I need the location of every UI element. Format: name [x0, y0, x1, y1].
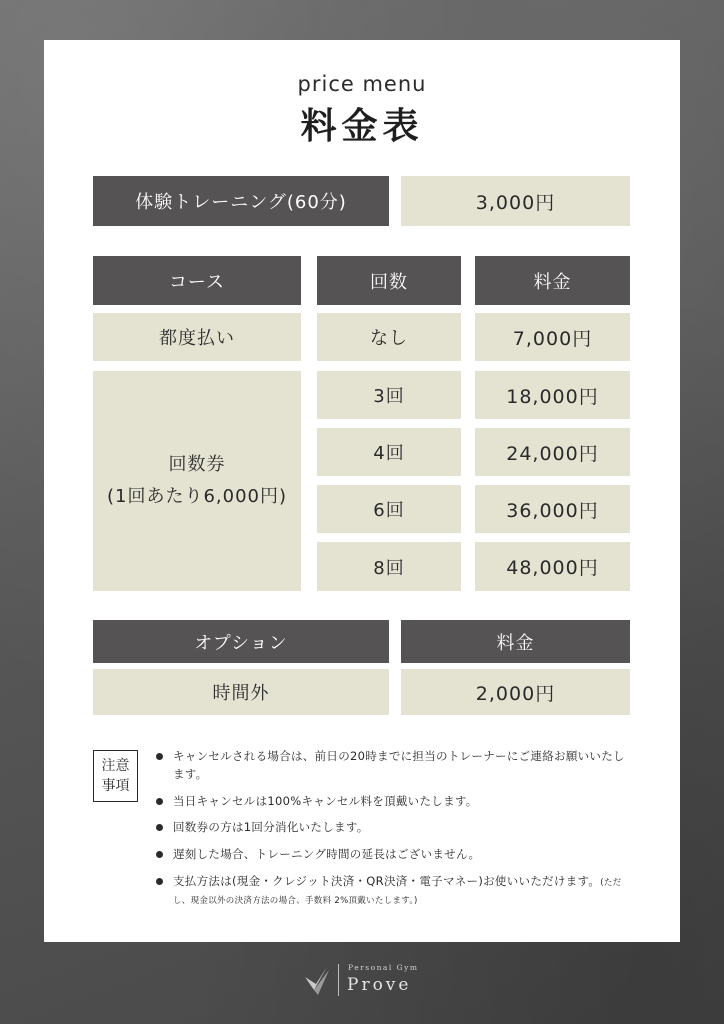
course-ticket-label: 回数券 — [168, 453, 226, 475]
check-wing-icon — [302, 964, 330, 996]
note-text: キャンセルされる場合は、前日の20時までに担当のトレーナーにご連絡お願いいたします。 — [173, 749, 625, 781]
logo-tagline: Personal Gym — [348, 963, 419, 972]
ticket-row-price: 48,000円 — [475, 542, 630, 591]
header-option: オプション — [93, 620, 389, 663]
count-none: なし — [317, 313, 461, 361]
bullet-icon — [156, 878, 163, 885]
notes-badge-line: 事項 — [101, 778, 130, 794]
ticket-row-count: 8回 — [317, 542, 461, 591]
trial-price: 3,000円 — [401, 176, 630, 226]
page-title: 料金表 — [300, 106, 424, 147]
list-item — [156, 819, 626, 837]
ticket-row-count: 6回 — [317, 485, 461, 533]
note-text: 回数券の方は1回分消化いたします。 — [173, 820, 369, 835]
ticket-row-count: 4回 — [317, 428, 461, 476]
price-pay-per-visit: 7,000円 — [475, 313, 630, 361]
list-item — [156, 793, 626, 811]
list-item — [156, 846, 626, 864]
logo-name: Prove — [347, 975, 412, 995]
note-text: 当日キャンセルは100%キャンセル料を頂戴いたします。 — [173, 793, 478, 808]
header-option-price: 料金 — [401, 620, 630, 663]
list-item — [156, 748, 626, 784]
notes-list — [156, 748, 626, 918]
ticket-row-price: 36,000円 — [475, 485, 630, 533]
note-text: 支払方法は(現金・クレジット決済・QR決済・電子マネー)お使いいただけます。 — [173, 874, 601, 889]
trial-label: 体験トレーニング(60分) — [93, 176, 389, 226]
page-subtitle: price menu — [297, 72, 427, 96]
list-item — [156, 873, 626, 909]
option-after-hours-price: 2,000円 — [401, 669, 630, 715]
ticket-row-price: 24,000円 — [475, 428, 630, 476]
header-price: 料金 — [475, 256, 630, 305]
header-course: コース — [93, 256, 301, 305]
notes-badge — [93, 750, 138, 802]
price-sheet — [44, 40, 680, 942]
header-count: 回数 — [317, 256, 461, 305]
bullet-icon — [156, 798, 163, 805]
course-ticket-note: (1回あたり6,000円) — [106, 486, 288, 507]
ticket-row-count: 3回 — [317, 371, 461, 419]
bullet-icon — [156, 824, 163, 831]
course-pay-per-visit: 都度払い — [93, 313, 301, 361]
note-text: 遅刻した場合、トレーニング時間の延長はございません。 — [173, 847, 481, 862]
option-after-hours: 時間外 — [93, 669, 389, 715]
logo-divider — [338, 964, 339, 996]
ticket-row-price: 18,000円 — [475, 371, 630, 419]
notes-badge-line: 注意 — [101, 757, 130, 774]
course-ticket — [93, 371, 301, 591]
bullet-icon — [156, 753, 163, 760]
bullet-icon — [156, 851, 163, 858]
note-fine-print: (ただし、現金以外の決済方法の場合、手数料 2%頂戴いたします。) — [173, 878, 622, 906]
brand-logo — [302, 960, 432, 1000]
